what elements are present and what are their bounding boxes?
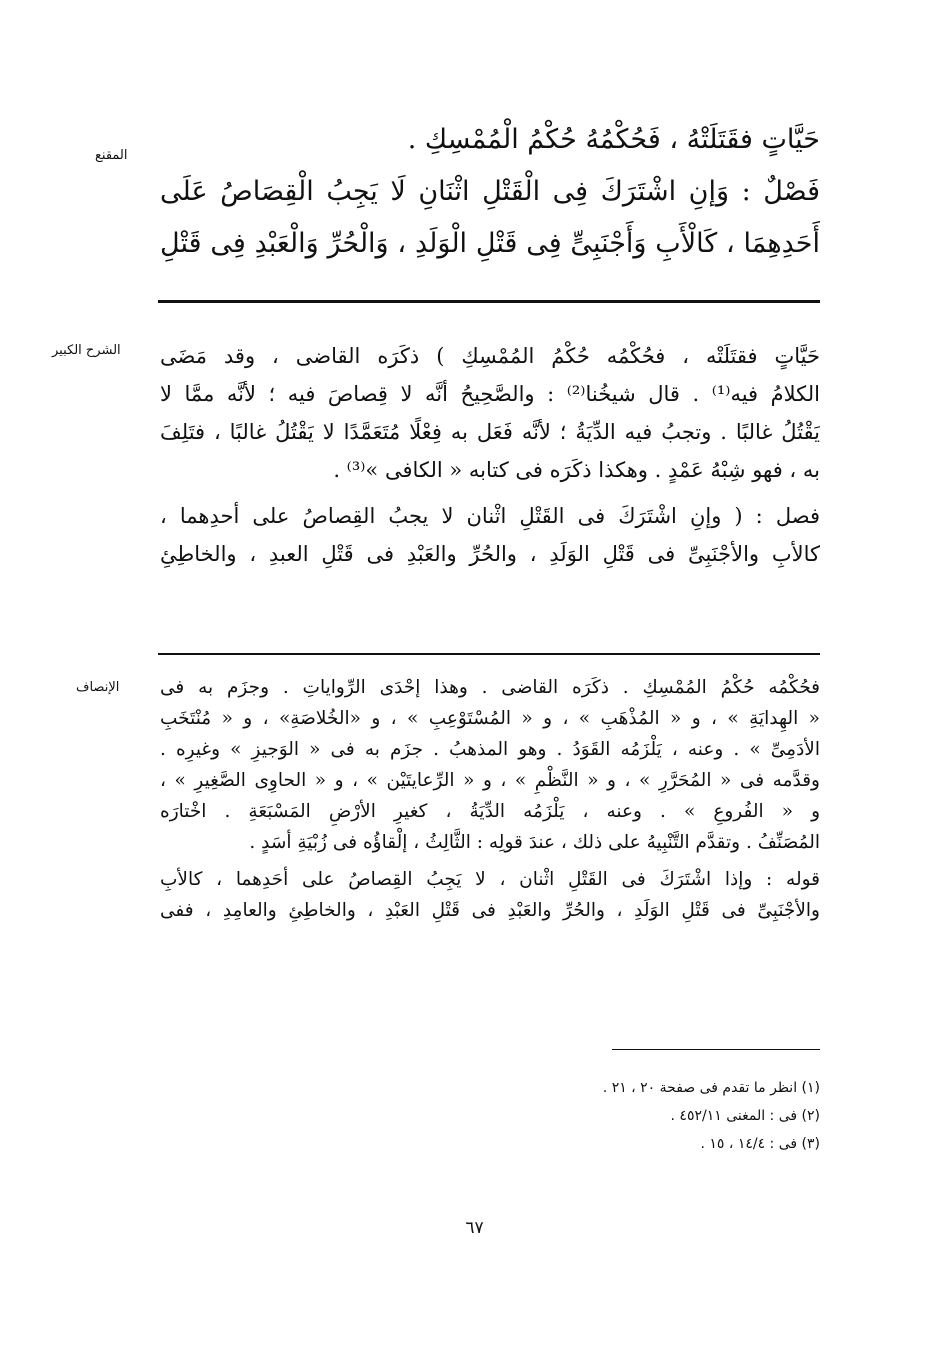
- insaf-line-6: المُصَنِّفُ . وتقدَّم التَّنْبِيهُ على ذلك ، عندَ قولِه : الثَّالِثُ ، إلْقاؤُه فى زُبْيَةِ أسَدٍ .: [249, 832, 820, 853]
- sharh-line-6: كالأبِ والأجْنَبِىِّ فى قَتْلِ الوَلَدِ ، والحُرِّ والعَبْدِ فى قَتْلِ العبدِ ، والخاطِئِ: [160, 542, 820, 566]
- section-label-sharh: الشرح الكبير: [52, 343, 121, 358]
- section-divider-thick: [158, 300, 820, 303]
- insaf-line-7: قوله : وإذا اشْتَرَكَ فى القَتْلِ اثْنان ، لا يَجِبُ القِصاصُ على أحَدِهما ، كالأبِ: [160, 869, 820, 890]
- insaf-line-4: وقدَّمه فى « المُحَرَّرِ » ، و « النَّظْمِ » ، و « الرِّعايتَيْن » ، و « الحاوِى الصَّغِيرِ » ،: [160, 770, 820, 791]
- section-label-insaf: الإنصاف: [76, 680, 120, 695]
- sharh-line-3: يَقْتُلُ غالبًا . وتجبُ فيه الدِّيَةُ ؛ لأنَّه فَعَل به فِعْلًا مُتَعَمَّدًا لا يَقْتُلُ غالبًا ، فتَلِفَ: [160, 420, 820, 444]
- insaf-line-2: « الهِدايَةِ » ، و « المُذْهَبِ » ، و « المُسْتَوْعِبِ » ، و «الخُلاصَةِ» ، و « مُنْتَخَبِ: [160, 708, 820, 729]
- sharh-text: [160, 337, 820, 573]
- footnote-divider: [612, 1049, 820, 1050]
- insaf-line-1: فحُكْمُه حُكْمُ المُمْسِكِ . ذكَرَه القاضى . وهذا إحْدَى الرِّواياتِ . وجزَم به فى: [160, 677, 820, 698]
- section-divider-thin: [158, 653, 820, 655]
- sharh-line-2: الكلامُ فيه⁽¹⁾ . قال شيخُنا⁽²⁾ : والصَّحِيحُ أنَّه لا قِصاصَ فيه ؛ لأنَّه ممَّا لا: [160, 382, 820, 406]
- footnote-2: (٢) فى : المغنى ٤٥٢/١١ .: [670, 1108, 820, 1124]
- sharh-line-1: حَيَّاتٍ فقتَلَتْه ، فحُكْمُه حُكْمُ المُمْسِكِ ) ذكَرَه القاضى ، وقد مَضَى: [160, 344, 820, 368]
- sharh-line-5: فصل : ( وإنِ اشْتَرَكَ فى القَتْلِ اثْنان لا يجبُ القِصاصُ على أحدِهما ،: [160, 504, 820, 528]
- footnote-1: (١) انظر ما تقدم فى صفحة ٢٠ ، ٢١ .: [602, 1080, 820, 1096]
- insaf-line-5: و « الفُروعِ » . وعنه ، يَلْزَمُه الدِّيَةُ ، كغيرِ الأرْضِ المَسْبَعَةِ . اخْتارَه: [160, 801, 820, 822]
- muqni-text: [160, 114, 820, 270]
- page-number: ٦٧: [465, 1218, 484, 1238]
- footnotes: [320, 1074, 820, 1158]
- muqni-line-3: أَحَدِهِمَا ، كَالْأَبِ وَأَجْنَبِىٍّ فِى قَتْلِ الْوَلَدِ ، وَالْحُرِّ وَالْعَبْدِ فِى قَتْلِ: [160, 228, 820, 259]
- section-label-muqni: المقنع: [95, 148, 128, 163]
- insaf-line-3: الأدَمِىِّ » . وعنه ، يَلْزَمُه القَوَدُ . وهو المذهبُ . جزَم به فى « الوَجيزِ » وغيرِه .: [160, 739, 820, 760]
- insaf-line-8: والأجْنَبِىِّ فى قَتْلِ الوَلَدِ ، والحُرِّ والعَبْدِ فى قَتْلِ العَبْدِ ، والخاطِئِ والعامِدِ ، ففى: [160, 900, 820, 921]
- sharh-line-4: به ، فهو شِبْهُ عَمْدٍ . وهكذا ذكَرَه فى كتابه « الكافى »⁽³⁾ .: [333, 458, 820, 482]
- muqni-line-2: فَصْلٌ : وَإنِ اشْتَرَكَ فِى الْقَتْلِ اثْنَانِ لَا يَجِبُ الْقِصَاصُ عَلَى: [160, 176, 820, 207]
- muqni-line-1: حَيَّاتٍ فقَتَلَتْهُ ، فَحُكْمُهُ حُكْمُ الْمُمْسِكِ .: [407, 124, 820, 155]
- footnote-3: (٣) فى : ١٤/٤ ، ١٥ .: [700, 1136, 820, 1152]
- insaf-text: [160, 672, 820, 926]
